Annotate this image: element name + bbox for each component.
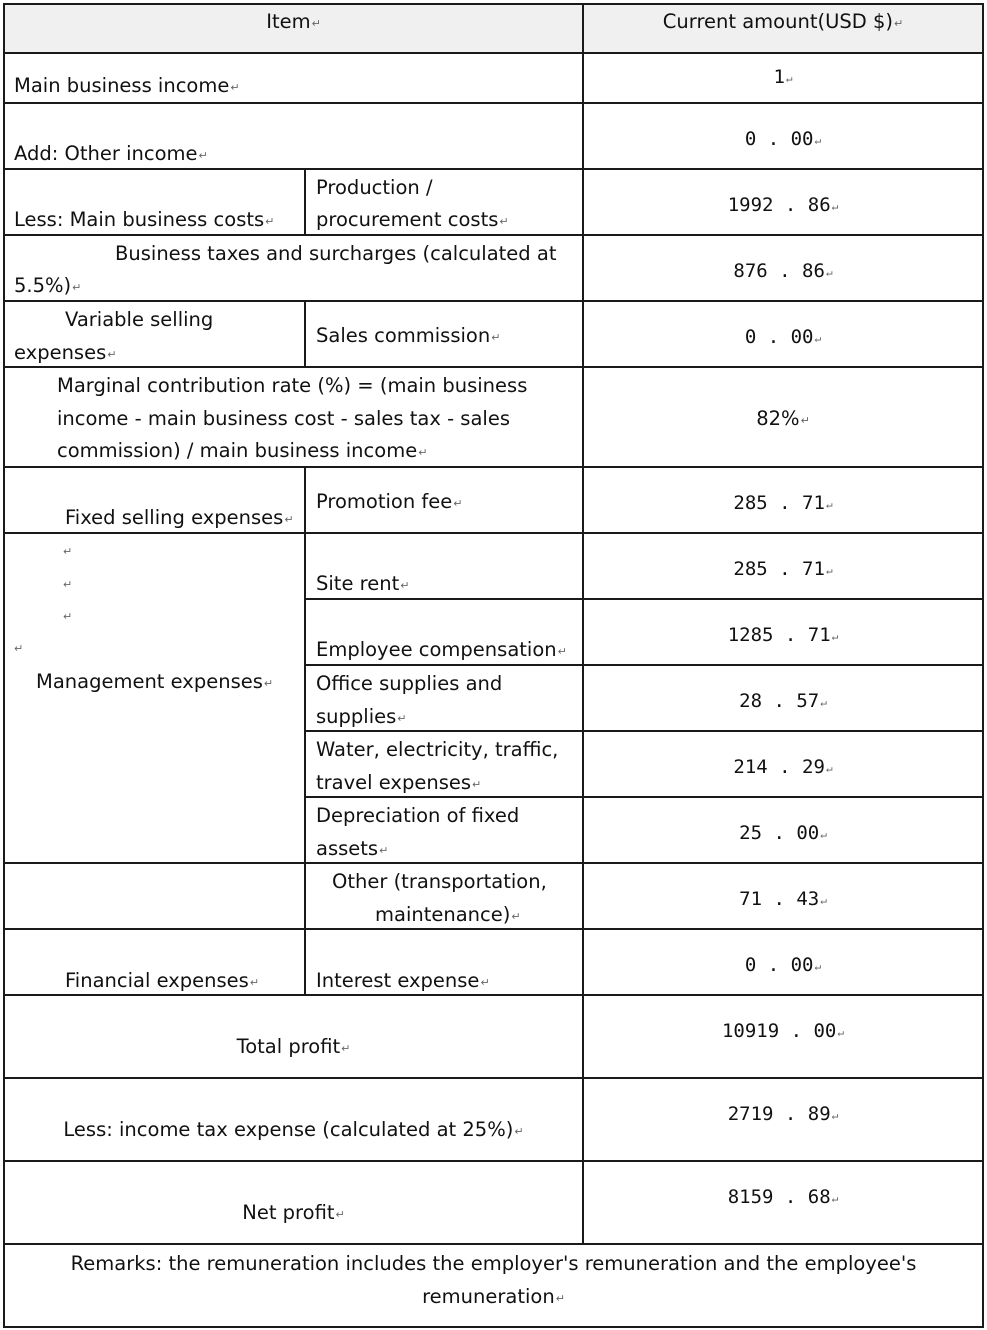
site-rent-label: Site rent ↵ (316, 567, 409, 602)
depreciation-line2: assets ↵ (316, 832, 388, 867)
office-supplies-line1: Office supplies and (316, 672, 503, 695)
paragraph-mark: ↵ (63, 610, 73, 623)
income-tax-label: Less: income tax expense (calculated at 25%) ↵ (5, 1113, 582, 1148)
main-costs-sub-line2: procurement costs ↵ (316, 203, 509, 238)
employee-compensation-amount: 1285 . 71 ↵ (584, 619, 982, 653)
other-income-amount: 0 . 00 ↵ (584, 123, 982, 157)
main-costs-sub-line1: Production / (316, 176, 433, 199)
fixed-selling-label: Fixed selling expenses ↵ (65, 501, 294, 536)
promotion-fee-label: Promotion fee ↵ (316, 485, 463, 520)
main-costs-amount: 1992 . 86 ↵ (584, 189, 982, 223)
other-line2: maintenance) ↵ (375, 898, 521, 933)
main-income-label: Main business income ↵ (14, 69, 240, 104)
header-item: Item ↵ (5, 5, 582, 40)
remarks-line2: remuneration ↵ (5, 1280, 982, 1315)
promotion-fee-amount: 285 . 71 ↵ (584, 487, 982, 521)
header-amount: Current amount(USD $) ↵ (584, 5, 982, 40)
interest-expense-amount: 0 . 00 ↵ (584, 949, 982, 983)
marginal-line1: Marginal contribution rate (%) = (main business (57, 374, 528, 397)
main-costs-label: Less: Main business costs ↵ (14, 203, 274, 238)
income-statement-table (3, 3, 984, 1328)
other-income-label: Add: Other income ↵ (14, 137, 208, 172)
management-expenses-label: Management expenses ↵ (36, 665, 273, 700)
sales-commission-label: Sales commission ↵ (316, 319, 500, 354)
variable-selling-line1: Variable selling (65, 308, 214, 331)
other-line1: Other (transportation, (332, 870, 547, 893)
variable-selling-line2: expenses ↵ (14, 336, 116, 371)
income-tax-amount: 2719 . 89 ↵ (584, 1098, 982, 1132)
depreciation-line1: Depreciation of fixed (316, 804, 520, 827)
office-supplies-amount: 28 . 57 ↵ (584, 685, 982, 719)
business-taxes-line2: 5.5%) ↵ (14, 269, 81, 304)
marginal-amount: 82% ↵ (584, 402, 982, 437)
site-rent-amount: 285 . 71 ↵ (584, 553, 982, 587)
paragraph-mark: ↵ (14, 642, 24, 655)
net-profit-label: Net profit ↵ (5, 1196, 582, 1231)
paragraph-mark: ↵ (63, 578, 73, 591)
marginal-line2: income - main business cost - sales tax - sales (57, 407, 510, 430)
other-amount: 71 . 43 ↵ (584, 883, 982, 917)
remarks-line1: Remarks: the remuneration includes the employer's remuneration and the employee's (70, 1252, 917, 1275)
business-taxes-line1: Business taxes and surcharges (calculated at (115, 242, 557, 265)
paragraph-mark: ↵ (63, 545, 73, 558)
utilities-line1: Water, electricity, traffic, (316, 738, 559, 761)
utilities-line2: travel expenses ↵ (316, 766, 481, 801)
office-supplies-line2: supplies ↵ (316, 700, 407, 735)
total-profit-amount: 10919 . 00 ↵ (584, 1015, 982, 1049)
sales-commission-amount: 0 . 00 ↵ (584, 321, 982, 355)
marginal-line3: commission) / main business income ↵ (57, 434, 427, 469)
main-income-amount: 1 ↵ (584, 61, 982, 95)
employee-compensation-label: Employee compensation ↵ (316, 633, 567, 668)
utilities-amount: 214 . 29 ↵ (584, 751, 982, 785)
financial-expenses-label: Financial expenses ↵ (65, 964, 259, 999)
business-taxes-amount: 876 . 86 ↵ (584, 255, 982, 289)
depreciation-amount: 25 . 00 ↵ (584, 817, 982, 851)
total-profit-label: Total profit ↵ (5, 1030, 582, 1065)
net-profit-amount: 8159 . 68 ↵ (584, 1181, 982, 1215)
interest-expense-label: Interest expense ↵ (316, 964, 490, 999)
